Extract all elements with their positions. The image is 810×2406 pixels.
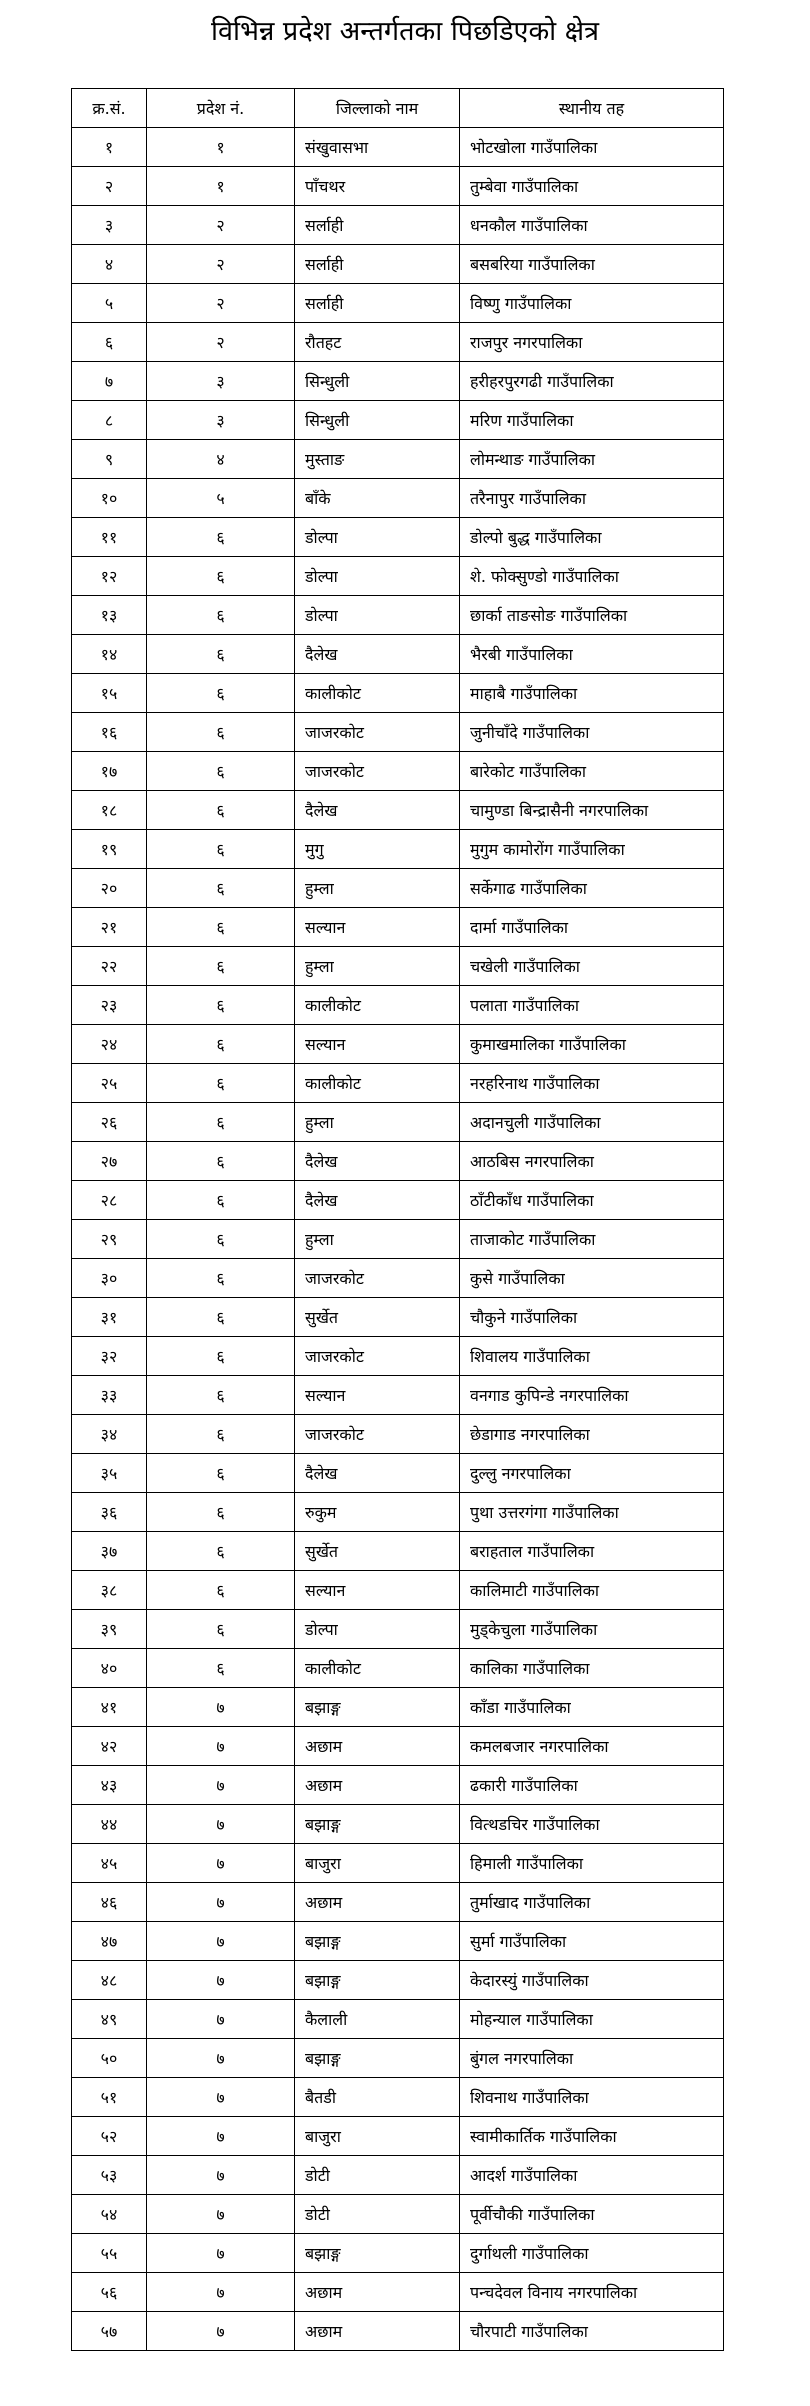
serial-number-cell: ५७	[72, 2312, 147, 2351]
district-cell: दैलेख	[295, 1181, 460, 1220]
local-level-cell: कुसे गाउँपालिका	[460, 1259, 724, 1298]
table-row	[72, 1766, 724, 1805]
serial-number-cell: ५३	[72, 2156, 147, 2195]
district-cell: जाजरकोट	[295, 1337, 460, 1376]
province-cell: ६	[147, 1610, 295, 1649]
serial-number-cell: ३२	[72, 1337, 147, 1376]
local-level-cell: स्वामीकार्तिक गाउँपालिका	[460, 2117, 724, 2156]
province-cell: ७	[147, 1844, 295, 1883]
table-row	[72, 1688, 724, 1727]
district-cell: रौतहट	[295, 323, 460, 362]
table-body	[72, 128, 724, 2351]
province-cell: ७	[147, 2156, 295, 2195]
serial-number-cell: ४६	[72, 1883, 147, 1922]
table-row	[72, 1805, 724, 1844]
district-cell: दैलेख	[295, 1454, 460, 1493]
local-level-cell: जुनीचाँदे गाउँपालिका	[460, 713, 724, 752]
local-level-cell: नरहरिनाथ गाउँपालिका	[460, 1064, 724, 1103]
serial-number-cell: २७	[72, 1142, 147, 1181]
table-row	[72, 1298, 724, 1337]
province-cell: ७	[147, 1727, 295, 1766]
table-row	[72, 869, 724, 908]
serial-number-cell: १४	[72, 635, 147, 674]
district-cell: अछाम	[295, 2312, 460, 2351]
serial-number-cell: ३१	[72, 1298, 147, 1337]
province-cell: ६	[147, 713, 295, 752]
serial-number-cell: १५	[72, 674, 147, 713]
province-cell: ६	[147, 1142, 295, 1181]
local-level-cell: काँडा गाउँपालिका	[460, 1688, 724, 1727]
table-row	[72, 128, 724, 167]
serial-number-cell: ३५	[72, 1454, 147, 1493]
table-row	[72, 362, 724, 401]
serial-number-cell: ९	[72, 440, 147, 479]
local-level-cell: कुमाखमालिका गाउँपालिका	[460, 1025, 724, 1064]
district-cell: सिन्धुली	[295, 401, 460, 440]
table-row	[72, 2312, 724, 2351]
district-cell: जाजरकोट	[295, 752, 460, 791]
local-level-cell: भैरबी गाउँपालिका	[460, 635, 724, 674]
province-cell: ५	[147, 479, 295, 518]
district-cell: जाजरकोट	[295, 1415, 460, 1454]
local-level-cell: ताजाकोट गाउँपालिका	[460, 1220, 724, 1259]
district-cell: सल्यान	[295, 1376, 460, 1415]
serial-number-cell: ५१	[72, 2078, 147, 2117]
district-cell: कालीकोट	[295, 1649, 460, 1688]
local-level-cell: बसबरिया गाउँपालिका	[460, 245, 724, 284]
table-row	[72, 1454, 724, 1493]
province-cell: ६	[147, 1571, 295, 1610]
province-cell: ६	[147, 635, 295, 674]
province-cell: १	[147, 128, 295, 167]
district-cell: सल्यान	[295, 1025, 460, 1064]
province-cell: ४	[147, 440, 295, 479]
district-cell: जाजरकोट	[295, 713, 460, 752]
table-row	[72, 1961, 724, 2000]
serial-number-cell: १९	[72, 830, 147, 869]
serial-number-cell: ७	[72, 362, 147, 401]
local-level-cell: ढकारी गाउँपालिका	[460, 1766, 724, 1805]
table-row	[72, 1844, 724, 1883]
serial-number-cell: २६	[72, 1103, 147, 1142]
serial-number-cell: १७	[72, 752, 147, 791]
province-cell: ६	[147, 1415, 295, 1454]
serial-number-cell: ४४	[72, 1805, 147, 1844]
table-row	[72, 557, 724, 596]
province-cell: २	[147, 245, 295, 284]
serial-number-cell: ४८	[72, 1961, 147, 2000]
local-level-cell: अदानचुली गाउँपालिका	[460, 1103, 724, 1142]
province-cell: ७	[147, 2000, 295, 2039]
province-cell: ६	[147, 1532, 295, 1571]
province-cell: ६	[147, 908, 295, 947]
local-level-cell: हिमाली गाउँपालिका	[460, 1844, 724, 1883]
table-row	[72, 752, 724, 791]
table-row	[72, 284, 724, 323]
local-level-cell: तुम्बेवा गाउँपालिका	[460, 167, 724, 206]
backward-areas-table	[71, 88, 724, 2351]
province-cell: ३	[147, 401, 295, 440]
serial-number-cell: ४	[72, 245, 147, 284]
district-cell: बाजुरा	[295, 2117, 460, 2156]
local-level-cell: शे. फोक्सुण्डो गाउँपालिका	[460, 557, 724, 596]
table-row	[72, 2078, 724, 2117]
serial-number-cell: ५२	[72, 2117, 147, 2156]
district-cell: डोल्पा	[295, 596, 460, 635]
local-level-cell: शिवनाथ गाउँपालिका	[460, 2078, 724, 2117]
local-level-cell: सुर्मा गाउँपालिका	[460, 1922, 724, 1961]
province-cell: ७	[147, 1883, 295, 1922]
local-level-cell: चखेली गाउँपालिका	[460, 947, 724, 986]
table-row	[72, 2195, 724, 2234]
serial-number-cell: २०	[72, 869, 147, 908]
province-cell: ७	[147, 2039, 295, 2078]
serial-number-cell: २४	[72, 1025, 147, 1064]
province-cell: ६	[147, 1025, 295, 1064]
table-row	[72, 635, 724, 674]
district-cell: अछाम	[295, 1766, 460, 1805]
table-row	[72, 2117, 724, 2156]
district-cell: अछाम	[295, 1883, 460, 1922]
province-cell: ६	[147, 1064, 295, 1103]
table-row	[72, 206, 724, 245]
district-cell: दैलेख	[295, 1142, 460, 1181]
table-row	[72, 1922, 724, 1961]
table-row	[72, 791, 724, 830]
table-row	[72, 1064, 724, 1103]
serial-number-cell: १६	[72, 713, 147, 752]
table-row	[72, 440, 724, 479]
local-level-cell: दार्मा गाउँपालिका	[460, 908, 724, 947]
table-row	[72, 1727, 724, 1766]
document-title: विभिन्न प्रदेश अन्तर्गतका पिछडिएको क्षेत्र	[210, 16, 600, 47]
province-cell: ६	[147, 1181, 295, 1220]
district-cell: हुम्ला	[295, 869, 460, 908]
table-row	[72, 1883, 724, 1922]
local-level-cell: पलाता गाउँपालिका	[460, 986, 724, 1025]
local-level-cell: छेडागाड नगरपालिका	[460, 1415, 724, 1454]
province-cell: ६	[147, 1259, 295, 1298]
serial-number-cell: १०	[72, 479, 147, 518]
district-cell: डोल्पा	[295, 518, 460, 557]
serial-number-cell: २५	[72, 1064, 147, 1103]
local-level-cell: कमलबजार नगरपालिका	[460, 1727, 724, 1766]
table-row	[72, 1610, 724, 1649]
province-cell: ३	[147, 362, 295, 401]
serial-number-cell: ३	[72, 206, 147, 245]
local-level-cell: दुल्लु नगरपालिका	[460, 1454, 724, 1493]
serial-number-cell: ४५	[72, 1844, 147, 1883]
table-row	[72, 2234, 724, 2273]
serial-number-cell: ४१	[72, 1688, 147, 1727]
table-row	[72, 2000, 724, 2039]
table-row	[72, 167, 724, 206]
local-level-cell: पूर्वीचौकी गाउँपालिका	[460, 2195, 724, 2234]
province-cell: ६	[147, 1220, 295, 1259]
table-row	[72, 1493, 724, 1532]
local-level-cell: मुड्केचुला गाउँपालिका	[460, 1610, 724, 1649]
serial-number-cell: २२	[72, 947, 147, 986]
serial-number-cell: ११	[72, 518, 147, 557]
serial-number-cell: ५५	[72, 2234, 147, 2273]
table-row	[72, 2156, 724, 2195]
serial-number-cell: ३४	[72, 1415, 147, 1454]
province-cell: ७	[147, 2234, 295, 2273]
serial-number-cell: ५	[72, 284, 147, 323]
serial-number-cell: ३७	[72, 1532, 147, 1571]
serial-number-cell: ८	[72, 401, 147, 440]
local-level-cell: पुथा उत्तरगंगा गाउँपालिका	[460, 1493, 724, 1532]
table-row	[72, 1220, 724, 1259]
serial-number-cell: ३०	[72, 1259, 147, 1298]
serial-number-cell: १८	[72, 791, 147, 830]
table-row	[72, 596, 724, 635]
province-cell: ७	[147, 2195, 295, 2234]
table-row	[72, 2039, 724, 2078]
local-level-cell: बारेकोट गाउँपालिका	[460, 752, 724, 791]
province-cell: ६	[147, 1337, 295, 1376]
table-row	[72, 1142, 724, 1181]
district-cell: बाजुरा	[295, 1844, 460, 1883]
province-cell: ६	[147, 596, 295, 635]
serial-number-cell: २८	[72, 1181, 147, 1220]
serial-number-cell: २१	[72, 908, 147, 947]
table-row	[72, 1532, 724, 1571]
serial-number-cell: ३९	[72, 1610, 147, 1649]
district-cell: कालीकोट	[295, 986, 460, 1025]
district-cell: सल्यान	[295, 1571, 460, 1610]
serial-number-cell: ४७	[72, 1922, 147, 1961]
local-level-cell: हरीहरपुरगढी गाउँपालिका	[460, 362, 724, 401]
district-cell: सिन्धुली	[295, 362, 460, 401]
district-cell: बझाङ्ग	[295, 1922, 460, 1961]
province-cell: १	[147, 167, 295, 206]
local-level-cell: शिवालय गाउँपालिका	[460, 1337, 724, 1376]
local-level-cell: मोहन्याल गाउँपालिका	[460, 2000, 724, 2039]
district-cell: मुगु	[295, 830, 460, 869]
table-row	[72, 1415, 724, 1454]
table-container	[71, 88, 724, 2351]
province-cell: २	[147, 284, 295, 323]
local-level-cell: भोटखोला गाउँपालिका	[460, 128, 724, 167]
serial-number-cell: ४३	[72, 1766, 147, 1805]
province-cell: ६	[147, 986, 295, 1025]
province-cell: ६	[147, 1649, 295, 1688]
province-cell: २	[147, 323, 295, 362]
table-row	[72, 713, 724, 752]
province-cell: ७	[147, 1688, 295, 1727]
province-cell: ६	[147, 830, 295, 869]
serial-number-cell: २	[72, 167, 147, 206]
table-row	[72, 1649, 724, 1688]
province-cell: ७	[147, 1766, 295, 1805]
district-cell: रुकुम	[295, 1493, 460, 1532]
province-cell: ७	[147, 2078, 295, 2117]
province-cell: ६	[147, 791, 295, 830]
district-cell: जाजरकोट	[295, 1259, 460, 1298]
serial-number-cell: ५४	[72, 2195, 147, 2234]
district-cell: हुम्ला	[295, 1220, 460, 1259]
local-level-cell: चौरपाटी गाउँपालिका	[460, 2312, 724, 2351]
local-level-cell: मरिण गाउँपालिका	[460, 401, 724, 440]
serial-number-cell: ३३	[72, 1376, 147, 1415]
district-cell: कालीकोट	[295, 1064, 460, 1103]
local-level-cell: वित्थडचिर गाउँपालिका	[460, 1805, 724, 1844]
district-cell: सल्यान	[295, 908, 460, 947]
table-row	[72, 1376, 724, 1415]
local-level-cell: तरैनापुर गाउँपालिका	[460, 479, 724, 518]
district-cell: दैलेख	[295, 791, 460, 830]
local-level-cell: धनकौल गाउँपालिका	[460, 206, 724, 245]
local-level-cell: लोमन्थाङ गाउँपालिका	[460, 440, 724, 479]
province-cell: २	[147, 206, 295, 245]
serial-number-cell: ५०	[72, 2039, 147, 2078]
province-cell: ६	[147, 869, 295, 908]
district-cell: कैलाली	[295, 2000, 460, 2039]
local-level-cell: आठबिस नगरपालिका	[460, 1142, 724, 1181]
province-cell: ७	[147, 2312, 295, 2351]
district-cell: डोल्पा	[295, 557, 460, 596]
district-cell: पाँचथर	[295, 167, 460, 206]
province-cell: ६	[147, 947, 295, 986]
district-cell: अछाम	[295, 1727, 460, 1766]
province-cell: ६	[147, 674, 295, 713]
district-cell: बाँके	[295, 479, 460, 518]
district-cell: सुर्खेत	[295, 1532, 460, 1571]
local-level-cell: पन्चदेवल विनाय नगरपालिका	[460, 2273, 724, 2312]
district-cell: डोल्पा	[295, 1610, 460, 1649]
province-cell: ७	[147, 1922, 295, 1961]
district-cell: बैतडी	[295, 2078, 460, 2117]
table-header-row	[72, 89, 724, 128]
province-cell: ६	[147, 1493, 295, 1532]
table-row	[72, 518, 724, 557]
table-row	[72, 401, 724, 440]
local-level-cell: वनगाड कुपिन्डे नगरपालिका	[460, 1376, 724, 1415]
column-header-district: जिल्लाको नाम	[295, 89, 460, 128]
district-cell: डोटी	[295, 2195, 460, 2234]
province-cell: ६	[147, 518, 295, 557]
column-header-serial: क्र.सं.	[72, 89, 147, 128]
district-cell: मुस्ताङ	[295, 440, 460, 479]
district-cell: सर्लाही	[295, 284, 460, 323]
province-cell: ७	[147, 1961, 295, 2000]
serial-number-cell: १२	[72, 557, 147, 596]
local-level-cell: आदर्श गाउँपालिका	[460, 2156, 724, 2195]
table-row	[72, 1103, 724, 1142]
local-level-cell: केदारस्युं गाउँपालिका	[460, 1961, 724, 2000]
district-cell: अछाम	[295, 2273, 460, 2312]
table-row	[72, 2273, 724, 2312]
district-cell: बझाङ्ग	[295, 2234, 460, 2273]
district-cell: हुम्ला	[295, 1103, 460, 1142]
serial-number-cell: ३८	[72, 1571, 147, 1610]
local-level-cell: माहाबै गाउँपालिका	[460, 674, 724, 713]
serial-number-cell: ५६	[72, 2273, 147, 2312]
table-row	[72, 245, 724, 284]
district-cell: संखुवासभा	[295, 128, 460, 167]
province-cell: ७	[147, 2117, 295, 2156]
province-cell: ७	[147, 2273, 295, 2312]
local-level-cell: विष्णु गाउँपालिका	[460, 284, 724, 323]
district-cell: सर्लाही	[295, 206, 460, 245]
province-cell: ६	[147, 1376, 295, 1415]
local-level-cell: राजपुर नगरपालिका	[460, 323, 724, 362]
province-cell: ६	[147, 1298, 295, 1337]
table-row	[72, 479, 724, 518]
table-row	[72, 947, 724, 986]
serial-number-cell: ४९	[72, 2000, 147, 2039]
province-cell: ६	[147, 1454, 295, 1493]
district-cell: दैलेख	[295, 635, 460, 674]
district-cell: बझाङ्ग	[295, 2039, 460, 2078]
province-cell: ७	[147, 1805, 295, 1844]
table-row	[72, 1181, 724, 1220]
table-row	[72, 1337, 724, 1376]
province-cell: ६	[147, 557, 295, 596]
serial-number-cell: २३	[72, 986, 147, 1025]
serial-number-cell: १३	[72, 596, 147, 635]
district-cell: बझाङ्ग	[295, 1805, 460, 1844]
district-cell: कालीकोट	[295, 674, 460, 713]
local-level-cell: तुर्माखाद गाउँपालिका	[460, 1883, 724, 1922]
local-level-cell: ठाँटीकाँध गाउँपालिका	[460, 1181, 724, 1220]
serial-number-cell: ४२	[72, 1727, 147, 1766]
serial-number-cell: २९	[72, 1220, 147, 1259]
column-header-local-level: स्थानीय तह	[460, 89, 724, 128]
local-level-cell: दुर्गाथली गाउँपालिका	[460, 2234, 724, 2273]
district-cell: सुर्खेत	[295, 1298, 460, 1337]
district-cell: बझाङ्ग	[295, 1688, 460, 1727]
local-level-cell: चौकुने गाउँपालिका	[460, 1298, 724, 1337]
serial-number-cell: ६	[72, 323, 147, 362]
district-cell: सर्लाही	[295, 245, 460, 284]
local-level-cell: बराहताल गाउँपालिका	[460, 1532, 724, 1571]
table-row	[72, 674, 724, 713]
table-row	[72, 1259, 724, 1298]
local-level-cell: छार्का ताङसोङ गाउँपालिका	[460, 596, 724, 635]
serial-number-cell: १	[72, 128, 147, 167]
local-level-cell: कालिमाटी गाउँपालिका	[460, 1571, 724, 1610]
table-row	[72, 323, 724, 362]
column-header-province: प्रदेश नं.	[147, 89, 295, 128]
local-level-cell: बुंगल नगरपालिका	[460, 2039, 724, 2078]
local-level-cell: मुगुम कामोरोंग गाउँपालिका	[460, 830, 724, 869]
local-level-cell: सर्केगाढ गाउँपालिका	[460, 869, 724, 908]
table-row	[72, 1025, 724, 1064]
district-cell: बझाङ्ग	[295, 1961, 460, 2000]
local-level-cell: डोल्पो बुद्ध गाउँपालिका	[460, 518, 724, 557]
serial-number-cell: ३६	[72, 1493, 147, 1532]
province-cell: ६	[147, 752, 295, 791]
table-row	[72, 1571, 724, 1610]
district-cell: डोटी	[295, 2156, 460, 2195]
district-cell: हुम्ला	[295, 947, 460, 986]
local-level-cell: कालिका गाउँपालिका	[460, 1649, 724, 1688]
province-cell: ६	[147, 1103, 295, 1142]
serial-number-cell: ४०	[72, 1649, 147, 1688]
table-row	[72, 908, 724, 947]
table-row	[72, 830, 724, 869]
local-level-cell: चामुण्डा बिन्द्रासैनी नगरपालिका	[460, 791, 724, 830]
table-row	[72, 986, 724, 1025]
